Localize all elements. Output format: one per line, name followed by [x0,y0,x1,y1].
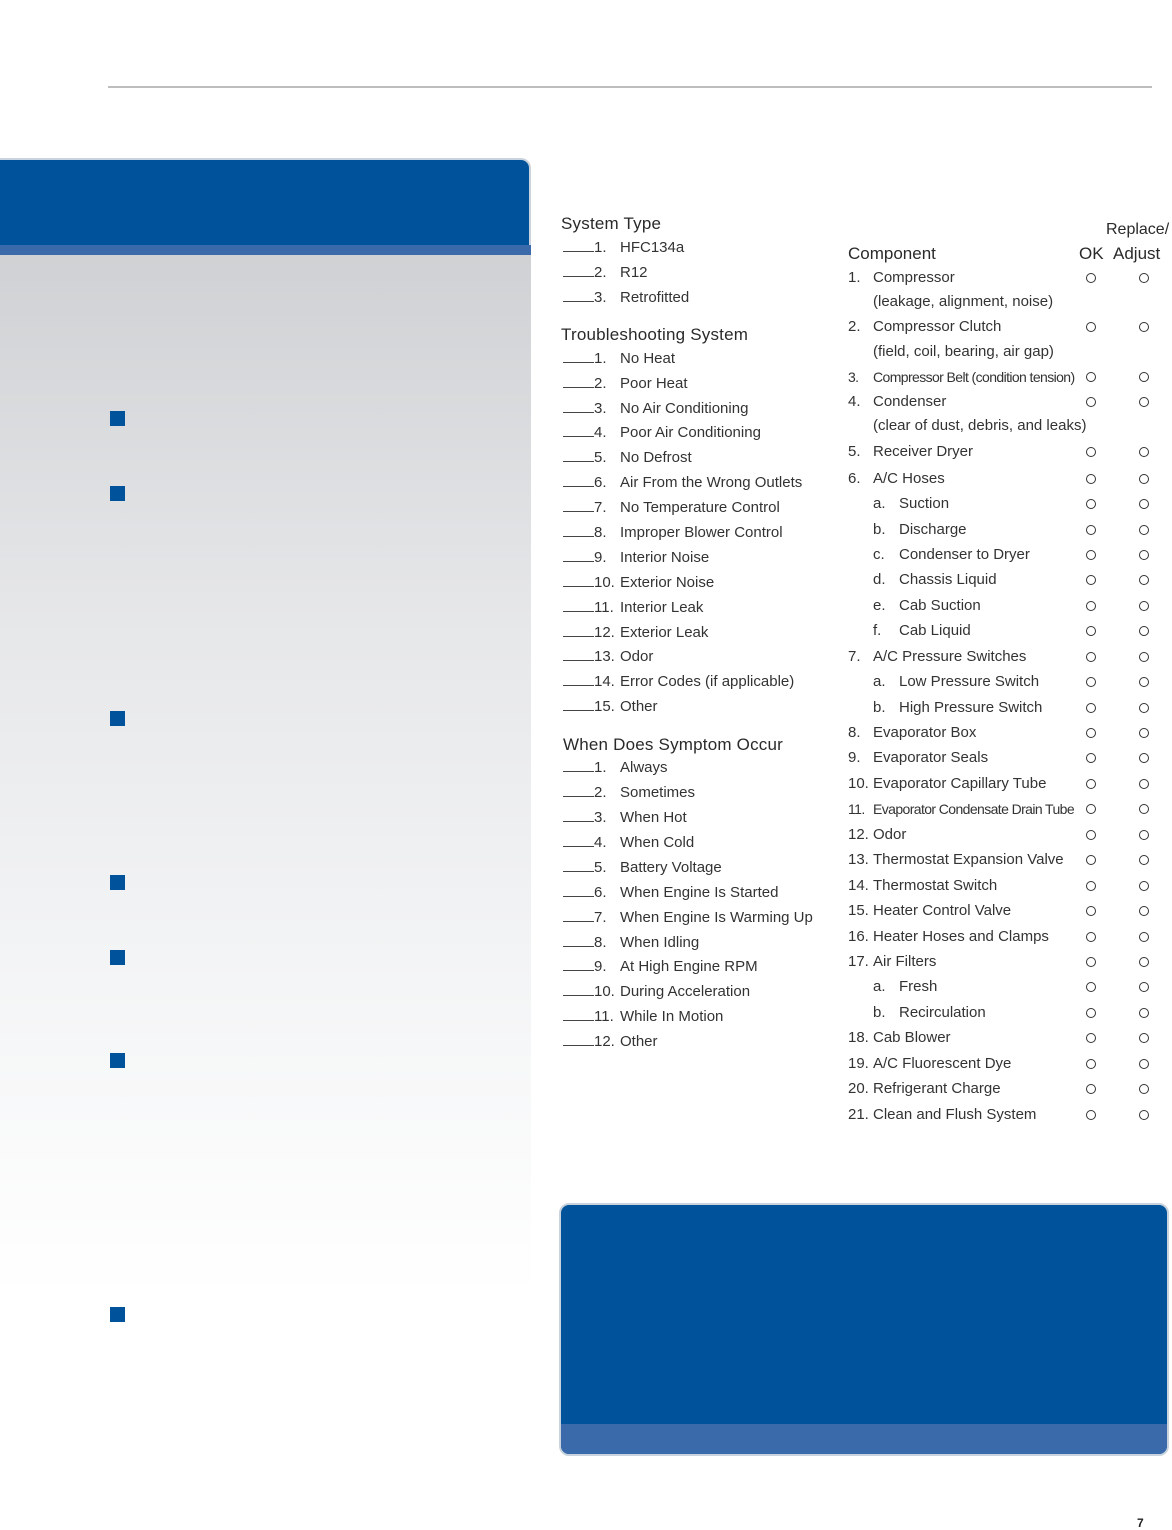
blank-line[interactable] [563,783,594,797]
blank-line[interactable] [563,858,594,872]
component-row: b. Recirculation [873,1004,986,1021]
list-item[interactable]: 5. Battery Voltage [563,858,722,878]
blank-line[interactable] [563,957,594,971]
list-item[interactable]: 3. When Hot [563,808,687,828]
symptom-title: When Does Symptom Occur [563,735,783,754]
component-row: 4. Condenser [848,393,947,410]
list-item[interactable]: 2. Poor Heat [563,374,688,394]
component-row: 7. A/C Pressure Switches [848,648,1027,665]
system-type-title: System Type [561,214,662,233]
blank-line[interactable] [563,523,594,537]
ok-checkbox-circle[interactable] [1086,1033,1096,1043]
ok-checkbox-circle[interactable] [1086,753,1096,763]
component-note: (clear of dust, debris, and leaks) [873,417,1087,434]
troubleshooting-title: Troubleshooting System [561,325,749,344]
ok-checkbox-circle[interactable] [1086,397,1096,407]
replace-checkbox-circle[interactable] [1139,1059,1149,1069]
left-panel-stripe [0,245,531,255]
replace-checkbox-circle[interactable] [1139,626,1149,636]
replace-checkbox-circle[interactable] [1139,728,1149,738]
list-item[interactable]: 11. While In Motion [563,1007,723,1027]
left-panel-body [0,255,531,1295]
list-item[interactable]: 11. Interior Leak [563,598,703,618]
replace-checkbox-circle[interactable] [1139,881,1149,891]
replace-checkbox-circle[interactable] [1139,703,1149,713]
list-item[interactable]: 2. R12 [563,263,648,283]
component-row: 17. Air Filters [848,953,937,970]
list-item[interactable]: 9. At High Engine RPM [563,957,758,977]
list-item[interactable]: 8. Improper Blower Control [563,523,783,543]
replace-checkbox-circle[interactable] [1139,804,1149,814]
ok-checkbox-circle[interactable] [1086,1008,1096,1018]
component-row: a. Fresh [873,978,938,995]
top-rule [108,86,1152,88]
component-row: 5. Receiver Dryer [848,443,974,460]
ok-checkbox-circle[interactable] [1086,626,1096,636]
list-item[interactable]: 4. When Cold [563,833,694,853]
component-row: a. Suction [873,495,950,512]
replace-checkbox-circle[interactable] [1139,982,1149,992]
col-ok-header: OK [1079,244,1104,263]
list-item[interactable]: 15. Other [563,697,658,717]
replace-checkbox-circle[interactable] [1139,474,1149,484]
replace-checkbox-circle[interactable] [1139,447,1149,457]
ok-checkbox-circle[interactable] [1086,601,1096,611]
replace-checkbox-circle[interactable] [1139,550,1149,560]
ok-checkbox-circle[interactable] [1086,575,1096,585]
replace-checkbox-circle[interactable] [1139,1110,1149,1120]
replace-checkbox-circle[interactable] [1139,575,1149,585]
blank-line[interactable] [563,349,594,363]
ok-checkbox-circle[interactable] [1086,779,1096,789]
blank-line[interactable] [563,598,594,612]
replace-checkbox-circle[interactable] [1139,932,1149,942]
component-row: 9. Evaporator Seals [848,749,989,766]
blank-line[interactable] [563,647,594,661]
ok-checkbox-circle[interactable] [1086,804,1096,814]
blank-line[interactable] [563,908,594,922]
list-item[interactable]: 14. Error Codes (if applicable) [563,672,794,692]
ok-checkbox-circle[interactable] [1086,855,1096,865]
list-item[interactable]: 7. No Temperature Control [563,498,780,518]
blank-line[interactable] [563,238,594,252]
component-row: 6. A/C Hoses [848,470,945,487]
list-item[interactable]: 6. Air From the Wrong Outlets [563,473,802,493]
bullet-square-icon [110,711,125,726]
component-row: 16. Heater Hoses and Clamps [848,928,1049,945]
replace-checkbox-circle[interactable] [1139,753,1149,763]
notes-panel [559,1203,1169,1456]
component-row: c. Condenser to Dryer [873,546,1030,563]
blank-line[interactable] [563,808,594,822]
notes-panel-stripe [561,1424,1167,1454]
left-panel-header [0,158,531,245]
blank-line[interactable] [563,423,594,437]
list-item[interactable]: 13. Odor [563,647,653,667]
component-note: (field, coil, bearing, air gap) [873,343,1054,360]
list-item[interactable]: 4. Poor Air Conditioning [563,423,761,443]
ok-checkbox-circle[interactable] [1086,957,1096,967]
component-row: b. High Pressure Switch [873,699,1043,716]
component-row: 21. Clean and Flush System [848,1106,1037,1123]
replace-checkbox-circle[interactable] [1139,525,1149,535]
list-item[interactable]: 3. Retrofitted [563,288,689,308]
component-row: 20. Refrigerant Charge [848,1080,1001,1097]
list-item[interactable]: 10. During Acceleration [563,982,750,1002]
component-row: 14. Thermostat Switch [848,877,998,894]
component-row: 3. Compressor Belt (condition tension) [848,369,1075,385]
col-replace-header-bottom: Adjust [1113,244,1161,263]
list-item[interactable]: 3. No Air Conditioning [563,399,748,419]
blank-line[interactable] [563,473,594,487]
replace-checkbox-circle[interactable] [1139,273,1149,283]
list-item[interactable]: 9. Interior Noise [563,548,709,568]
blank-line[interactable] [563,697,594,711]
blank-line[interactable] [563,548,594,562]
list-item[interactable]: 7. When Engine Is Warming Up [563,908,813,928]
ok-checkbox-circle[interactable] [1086,322,1096,332]
replace-checkbox-circle[interactable] [1139,906,1149,916]
ok-checkbox-circle[interactable] [1086,1084,1096,1094]
component-row: d. Chassis Liquid [873,571,997,588]
ok-checkbox-circle[interactable] [1086,1110,1096,1120]
ok-checkbox-circle[interactable] [1086,932,1096,942]
replace-checkbox-circle[interactable] [1139,499,1149,509]
ok-checkbox-circle[interactable] [1086,677,1096,687]
list-item[interactable]: 1. No Heat [563,349,675,369]
replace-checkbox-circle[interactable] [1139,1008,1149,1018]
replace-checkbox-circle[interactable] [1139,322,1149,332]
component-row: 10. Evaporator Capillary Tube [848,775,1047,792]
ok-checkbox-circle[interactable] [1086,703,1096,713]
blank-line[interactable] [563,573,594,587]
ok-checkbox-circle[interactable] [1086,372,1096,382]
component-row: 19. A/C Fluorescent Dye [848,1055,1012,1072]
component-row: 2. Compressor Clutch [848,318,1002,335]
list-item[interactable]: 10. Exterior Noise [563,573,714,593]
replace-checkbox-circle[interactable] [1139,830,1149,840]
component-row: a. Low Pressure Switch [873,673,1040,690]
bullet-square-icon [110,1053,125,1068]
component-row: b. Discharge [873,521,967,538]
bullet-square-icon [110,411,125,426]
ok-checkbox-circle[interactable] [1086,525,1096,535]
bullet-square-icon [110,950,125,965]
replace-checkbox-circle[interactable] [1139,677,1149,687]
component-row: 18. Cab Blower [848,1029,951,1046]
ok-checkbox-circle[interactable] [1086,474,1096,484]
replace-checkbox-circle[interactable] [1139,372,1149,382]
blank-line[interactable] [563,288,594,302]
ok-checkbox-circle[interactable] [1086,652,1096,662]
ok-checkbox-circle[interactable] [1086,550,1096,560]
blank-line[interactable] [563,833,594,847]
list-item[interactable]: 2. Sometimes [563,783,695,803]
list-item[interactable]: 8. When Idling [563,933,699,953]
ok-checkbox-circle[interactable] [1086,447,1096,457]
blank-line[interactable] [563,672,594,686]
component-note: (leakage, alignment, noise) [873,293,1054,310]
ok-checkbox-circle[interactable] [1086,830,1096,840]
blank-line[interactable] [563,982,594,996]
col-replace-header-top: Replace/ [1106,221,1170,238]
list-item[interactable]: 1. HFC134a [563,238,684,258]
bullet-square-icon [110,875,125,890]
component-row: 8. Evaporator Box [848,724,977,741]
replace-checkbox-circle[interactable] [1139,601,1149,611]
replace-checkbox-circle[interactable] [1139,1084,1149,1094]
component-row: 15. Heater Control Valve [848,902,1012,919]
list-item[interactable]: 1. Always [563,758,668,778]
component-row: 1. Compressor [848,269,955,286]
blank-line[interactable] [563,623,594,637]
component-row: f. Cab Liquid [873,622,971,639]
replace-checkbox-circle[interactable] [1139,397,1149,407]
component-row: 11. Evaporator Condensate Drain Tube [848,801,1075,817]
bullet-square-icon [110,486,125,501]
blank-line[interactable] [563,263,594,277]
component-row: e. Cab Suction [873,597,981,614]
replace-checkbox-circle[interactable] [1139,779,1149,789]
component-header: Component [848,244,936,263]
ok-checkbox-circle[interactable] [1086,906,1096,916]
blank-line[interactable] [563,758,594,772]
page-number: 7 [1137,1516,1144,1530]
list-item[interactable]: 5. No Defrost [563,448,692,468]
list-item[interactable]: 12. Exterior Leak [563,623,708,643]
ok-checkbox-circle[interactable] [1086,273,1096,283]
ok-checkbox-circle[interactable] [1086,1059,1096,1069]
bullet-square-icon [110,1307,125,1322]
blank-line[interactable] [563,399,594,413]
blank-line[interactable] [563,1032,594,1046]
ok-checkbox-circle[interactable] [1086,499,1096,509]
component-row: 13. Thermostat Expansion Valve [848,851,1064,868]
list-item[interactable]: 12. Other [563,1032,658,1052]
blank-line[interactable] [563,1007,594,1021]
component-row: 12. Odor [848,826,907,843]
ok-checkbox-circle[interactable] [1086,728,1096,738]
replace-checkbox-circle[interactable] [1139,957,1149,967]
ok-checkbox-circle[interactable] [1086,982,1096,992]
ok-checkbox-circle[interactable] [1086,881,1096,891]
blank-line[interactable] [563,374,594,388]
blank-line[interactable] [563,498,594,512]
blank-line[interactable] [563,448,594,462]
replace-checkbox-circle[interactable] [1139,652,1149,662]
blank-line[interactable] [563,933,594,947]
blank-line[interactable] [563,883,594,897]
replace-checkbox-circle[interactable] [1139,1033,1149,1043]
list-item[interactable]: 6. When Engine Is Started [563,883,778,903]
replace-checkbox-circle[interactable] [1139,855,1149,865]
